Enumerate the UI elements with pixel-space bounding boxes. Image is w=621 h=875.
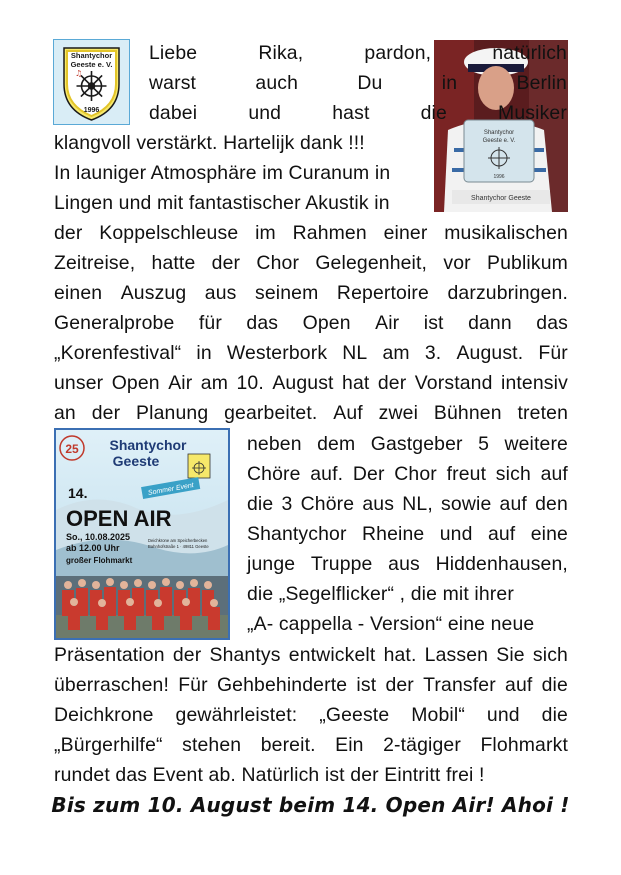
text-word: hat bbox=[342, 372, 370, 394]
text-line bbox=[54, 760, 568, 790]
text-word: vor bbox=[443, 252, 471, 274]
text-word: im bbox=[255, 222, 276, 244]
text-word: Chor bbox=[394, 463, 437, 485]
text-word: Open bbox=[302, 312, 351, 334]
text-word: aus bbox=[388, 553, 420, 575]
text-word: der bbox=[211, 252, 241, 274]
text-word: 2-tägiger bbox=[383, 734, 461, 756]
text-word: Publikum bbox=[487, 252, 568, 274]
text-line bbox=[247, 489, 568, 519]
text-word: und bbox=[486, 704, 520, 726]
text-line bbox=[54, 218, 568, 248]
text-word: einen bbox=[54, 282, 103, 304]
logo-year: 1996 bbox=[83, 107, 100, 114]
text-word: die bbox=[541, 704, 568, 726]
text-word: in bbox=[441, 72, 458, 94]
text-word: freut bbox=[446, 463, 487, 485]
text-line bbox=[54, 670, 568, 700]
text-word: Deichkrone bbox=[54, 704, 154, 726]
text-word: auch bbox=[255, 72, 299, 94]
text-word: zwei bbox=[378, 402, 419, 424]
photo-shirt-text-1: Shantychor bbox=[483, 130, 515, 136]
text-word: darzubringen. bbox=[447, 282, 568, 304]
text-word: Gehbehinderte bbox=[216, 674, 348, 696]
text-word: Musiker bbox=[498, 102, 567, 124]
text-word: und bbox=[248, 102, 282, 124]
photo-shirt-year: 1996 bbox=[493, 174, 505, 180]
text-word: junge bbox=[247, 553, 296, 575]
text-word: der bbox=[91, 402, 121, 424]
text-line bbox=[54, 730, 568, 760]
text-word: Für bbox=[538, 342, 568, 364]
poster-market: großer Flohmarkt bbox=[66, 556, 133, 565]
text-line bbox=[247, 609, 568, 639]
text-word: sich bbox=[532, 644, 568, 666]
poster-ribbon: Sommer Event bbox=[147, 482, 195, 497]
text-word: intensiv bbox=[500, 372, 568, 394]
text-line bbox=[247, 459, 568, 489]
text-word: „Bürgerhilfe“ bbox=[54, 734, 163, 756]
text-word: an bbox=[54, 402, 76, 424]
poster-title-2: Geeste bbox=[112, 453, 160, 469]
text-word: die bbox=[247, 493, 274, 515]
text-word: unser bbox=[54, 372, 104, 394]
text-word: Du bbox=[357, 72, 383, 94]
text-line bbox=[54, 398, 568, 428]
text-word: natürlich bbox=[492, 42, 567, 64]
text-line bbox=[247, 549, 568, 579]
text-word: rundet das Event ab. Natürlich ist der Eintritt frei ! bbox=[54, 764, 485, 786]
text-word: gewährleistet: bbox=[175, 704, 298, 726]
text-word: aus bbox=[204, 282, 237, 304]
text-word: sich bbox=[495, 463, 531, 485]
text-word: Der bbox=[352, 463, 385, 485]
text-word: Repertoire bbox=[336, 282, 429, 304]
text-word: Truppe bbox=[310, 553, 373, 575]
text-word: entwickelt bbox=[288, 644, 376, 666]
text-word: auf bbox=[540, 463, 568, 485]
open-air-poster bbox=[54, 428, 230, 640]
text-word: auf. bbox=[310, 463, 344, 485]
logo-line2: Geeste e. V. bbox=[70, 60, 113, 69]
text-word: Generalprobe bbox=[54, 312, 175, 334]
svg-text:♫: ♫ bbox=[75, 69, 83, 78]
text-word: am bbox=[200, 372, 229, 394]
text-word: Für bbox=[178, 674, 208, 696]
text-line bbox=[54, 640, 568, 670]
text-word: der bbox=[377, 372, 407, 394]
text-word: gearbeitet. bbox=[224, 402, 318, 424]
text-line bbox=[54, 308, 568, 338]
logo-line1: Shantychor bbox=[70, 51, 113, 60]
text-word: stehen bbox=[182, 734, 242, 756]
text-line bbox=[54, 248, 568, 278]
text-word: August bbox=[272, 372, 334, 394]
text-word: Gelegenheit, bbox=[315, 252, 428, 274]
text-word: 3. bbox=[424, 342, 442, 364]
text-word: in bbox=[196, 342, 212, 364]
text-word: auf bbox=[505, 674, 533, 696]
poster-time: ab 12.00 Uhr bbox=[66, 543, 120, 553]
text-word: 10. bbox=[236, 372, 264, 394]
text-word: Berlin bbox=[516, 72, 567, 94]
poster-badge: 25 bbox=[65, 442, 79, 456]
text-word: NL, bbox=[402, 493, 433, 515]
text-word: musikalischen bbox=[444, 222, 568, 244]
text-word: die bbox=[420, 102, 447, 124]
text-word: „Korenfestival“ bbox=[54, 342, 182, 364]
photo-shirt-text-2: Geeste e. V. bbox=[482, 138, 516, 144]
text-word: Rahmen bbox=[292, 222, 367, 244]
choir-group-photo bbox=[56, 576, 228, 638]
text-word: die „Segelflicker“ , die mit ihrer bbox=[247, 583, 514, 605]
text-word: den bbox=[535, 493, 568, 515]
text-word: und bbox=[439, 523, 473, 545]
text-word: seinem bbox=[255, 282, 319, 304]
text-word: Vorstand bbox=[414, 372, 493, 394]
text-line bbox=[149, 98, 567, 128]
text-word: treten bbox=[517, 402, 568, 424]
text-line bbox=[54, 278, 568, 308]
text-word: Lingen und mit fantastischer Akustik in bbox=[54, 192, 390, 214]
text-word: Bühnen bbox=[433, 402, 502, 424]
text-word: einer bbox=[383, 222, 428, 244]
text-word: Chor bbox=[256, 252, 300, 274]
text-word: pardon, bbox=[364, 42, 432, 64]
text-word: ist bbox=[356, 674, 377, 696]
text-word: In launiger Atmosphäre im Curanum in bbox=[54, 162, 391, 184]
text-word: Westerbork bbox=[226, 342, 328, 364]
text-word: dabei bbox=[149, 102, 198, 124]
text-line bbox=[247, 519, 568, 549]
text-word: der bbox=[54, 222, 83, 244]
text-word: aus bbox=[362, 493, 395, 515]
text-word: Air bbox=[375, 312, 400, 334]
text-word: 5 bbox=[478, 433, 489, 455]
text-word: auf bbox=[487, 523, 516, 545]
text-word: Planung bbox=[136, 402, 209, 424]
text-word: Lassen bbox=[424, 644, 489, 666]
text-word: Flohmarkt bbox=[480, 734, 568, 756]
choir-logo bbox=[53, 39, 130, 125]
poster-venue-2: Bahnhofstraße 1 · 49811 Geeste bbox=[148, 544, 209, 549]
text-word: Air bbox=[168, 372, 193, 394]
text-word: Präsentation bbox=[54, 644, 165, 666]
text-word: „A- cappella - Version“ eine neue bbox=[247, 613, 535, 635]
photo-banner-text: Shantychor Geeste bbox=[471, 195, 531, 202]
text-word: am bbox=[382, 342, 410, 364]
text-line bbox=[54, 188, 434, 218]
text-word: Mobil“ bbox=[411, 704, 465, 726]
text-word: Rheine bbox=[361, 523, 425, 545]
text-word: hatte bbox=[151, 252, 196, 274]
text-word: Gastgeber bbox=[370, 433, 463, 455]
text-word: warst bbox=[149, 72, 197, 94]
text-word: 3 bbox=[281, 493, 293, 515]
choir-emblem-icon bbox=[54, 40, 129, 124]
text-word: Rika, bbox=[258, 42, 304, 64]
text-word: sowie bbox=[441, 493, 492, 515]
text-line bbox=[54, 368, 568, 398]
text-word: Chöre bbox=[300, 493, 355, 515]
text-word: Open bbox=[111, 372, 160, 394]
text-line bbox=[54, 158, 434, 188]
poster-date: So., 10.08.2025 bbox=[66, 532, 131, 542]
text-line bbox=[149, 68, 567, 98]
text-word: neben bbox=[247, 433, 302, 455]
text-word: das bbox=[536, 312, 568, 334]
text-word: Zeitreise, bbox=[54, 252, 136, 274]
text-word: der bbox=[385, 674, 414, 696]
text-word: Liebe bbox=[149, 42, 198, 64]
text-word: für bbox=[198, 312, 222, 334]
text-word: Shantys bbox=[209, 644, 281, 666]
poster-edition: 14. bbox=[68, 485, 88, 501]
text-word: Transfer bbox=[423, 674, 496, 696]
text-word: klangvoll verstärkt. Hartelijk dank !!! bbox=[54, 132, 365, 154]
text-word: bereit. bbox=[260, 734, 316, 756]
text-line bbox=[247, 429, 568, 459]
text-line bbox=[54, 700, 568, 730]
poster-event: OPEN AIR bbox=[66, 506, 172, 531]
text-word: Auszug bbox=[120, 282, 187, 304]
text-word: hat. bbox=[383, 644, 417, 666]
text-word: Auf bbox=[333, 402, 363, 424]
text-word: Koppelschleuse bbox=[99, 222, 239, 244]
text-word: ist bbox=[423, 312, 444, 334]
text-word: August. bbox=[456, 342, 524, 364]
text-word: Chöre bbox=[247, 463, 301, 485]
text-line bbox=[54, 128, 568, 158]
poster-venue-1: Deichkrone am Speicherbecken bbox=[148, 538, 208, 543]
text-word: NL bbox=[342, 342, 368, 364]
text-word: Hiddenhausen, bbox=[435, 553, 568, 575]
text-word: der bbox=[172, 644, 202, 666]
text-line bbox=[149, 38, 567, 68]
badge-25 bbox=[60, 436, 84, 460]
text-word: Sie bbox=[496, 644, 525, 666]
text-word: die bbox=[541, 674, 568, 696]
text-word: Ein bbox=[335, 734, 364, 756]
text-word: „Geeste bbox=[319, 704, 390, 726]
text-word: eine bbox=[530, 523, 568, 545]
text-word: Shantychor bbox=[247, 523, 347, 545]
text-word: überraschen! bbox=[54, 674, 169, 696]
text-word: dem bbox=[317, 433, 356, 455]
poster-title-1: Shantychor bbox=[109, 437, 187, 453]
text-line bbox=[247, 579, 568, 609]
closing-line: Bis zum 10. August beim 14. Open Air! Ahoi ! bbox=[51, 793, 570, 817]
text-word: weitere bbox=[504, 433, 568, 455]
text-word: hast bbox=[332, 102, 370, 124]
text-line bbox=[54, 338, 568, 368]
text-word: auf bbox=[499, 493, 527, 515]
text-word: dann bbox=[468, 312, 512, 334]
text-word: das bbox=[246, 312, 279, 334]
